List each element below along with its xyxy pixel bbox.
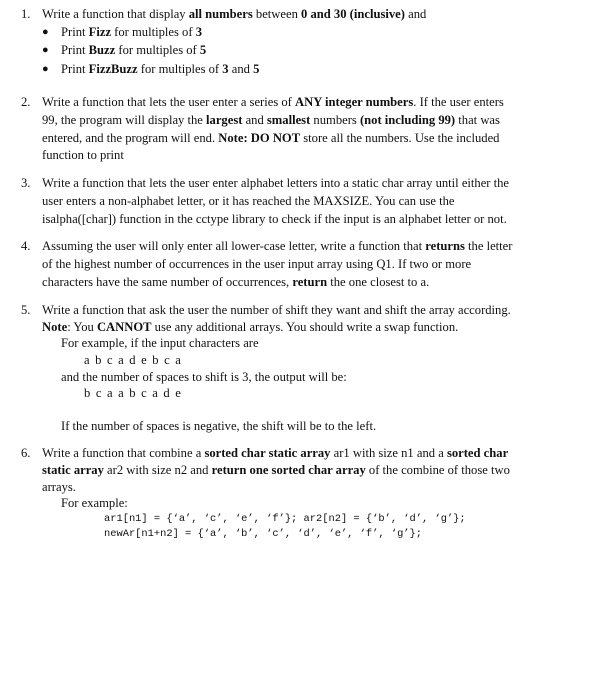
bullet-icon: ● [42,44,49,56]
example-text: and the number of spaces to shift is 3, the output will be: [61,370,347,384]
question-text: isalpha([char]) function in the cctype library to check if the input is an alphabet letter or not. [42,212,507,226]
bullet-icon: ● [42,26,49,38]
question-text: Write a function that combine a sorted char static array ar1 with size n1 and a sorted char [42,446,509,460]
question-text: of the highest number of occurrences in the user input array using Q1. If two or more [42,257,472,271]
question-number: 6. [21,446,31,460]
question-text: Write a function that display all numbers between 0 and 30 (inclusive) and [42,7,427,21]
question-text: Write a function that ask the user the number of shift they want and shift the array according. [42,303,511,317]
question-text: function to print [42,148,124,162]
question-text: static array ar2 with size n2 and return one sorted char array of the combine of those two [42,463,510,477]
list-item: Print Buzz for multiples of 5 [61,43,207,57]
question-number: 3. [21,176,31,190]
question-number: 4. [21,239,31,253]
code-line: ar1[n1] = {‘a’, ‘c’, ‘e’, ‘f’}; ar2[n2] = {‘b’, ‘d’, ‘g’}; [104,513,466,525]
question-text: 99, the program will display the largest and smallest numbers (not including 99) that was [42,113,500,127]
example-output-chars: b c a a b c a d e [84,386,183,400]
question-number: 1. [21,7,31,21]
question-text: characters have the same number of occurrences, return the one closest to a. [42,275,430,289]
question-number: 2. [21,95,31,109]
example-intro: For example, if the input characters are [61,336,259,350]
question-number: 5. [21,303,31,317]
question-text: Note: You CANNOT use any additional arrays. You should write a swap function. [42,320,459,334]
question-text: arrays. [42,480,76,494]
example-note: If the number of spaces is negative, the shift will be to the left. [61,419,377,433]
question-text: Write a function that lets the user enter alphabet letters into a static char array until either the [42,176,510,190]
question-text: user enters a non-alphabet letter, or it has reached the MAXSIZE. You can use the [42,194,455,208]
code-line: newAr[n1+n2] = {‘a’, ‘b’, ‘c’, ‘d’, ‘e’, ‘f’, ‘g’}; [104,528,423,540]
question-text: Write a function that lets the user enter a series of ANY integer numbers. If the user enters [42,95,504,109]
bullet-icon: ● [42,63,49,75]
example-input-chars: a b c a d e b c a [84,353,183,367]
question-text: entered, and the program will end. Note: DO NOT store all the numbers. Use the included [42,131,500,145]
question-text: Assuming the user will only enter all lower-case letter, write a function that returns the letter [42,239,513,253]
list-item: Print Fizz for multiples of 3 [61,25,202,39]
example-label: For example: [61,496,128,510]
list-item: Print FizzBuzz for multiples of 3 and 5 [61,62,260,76]
